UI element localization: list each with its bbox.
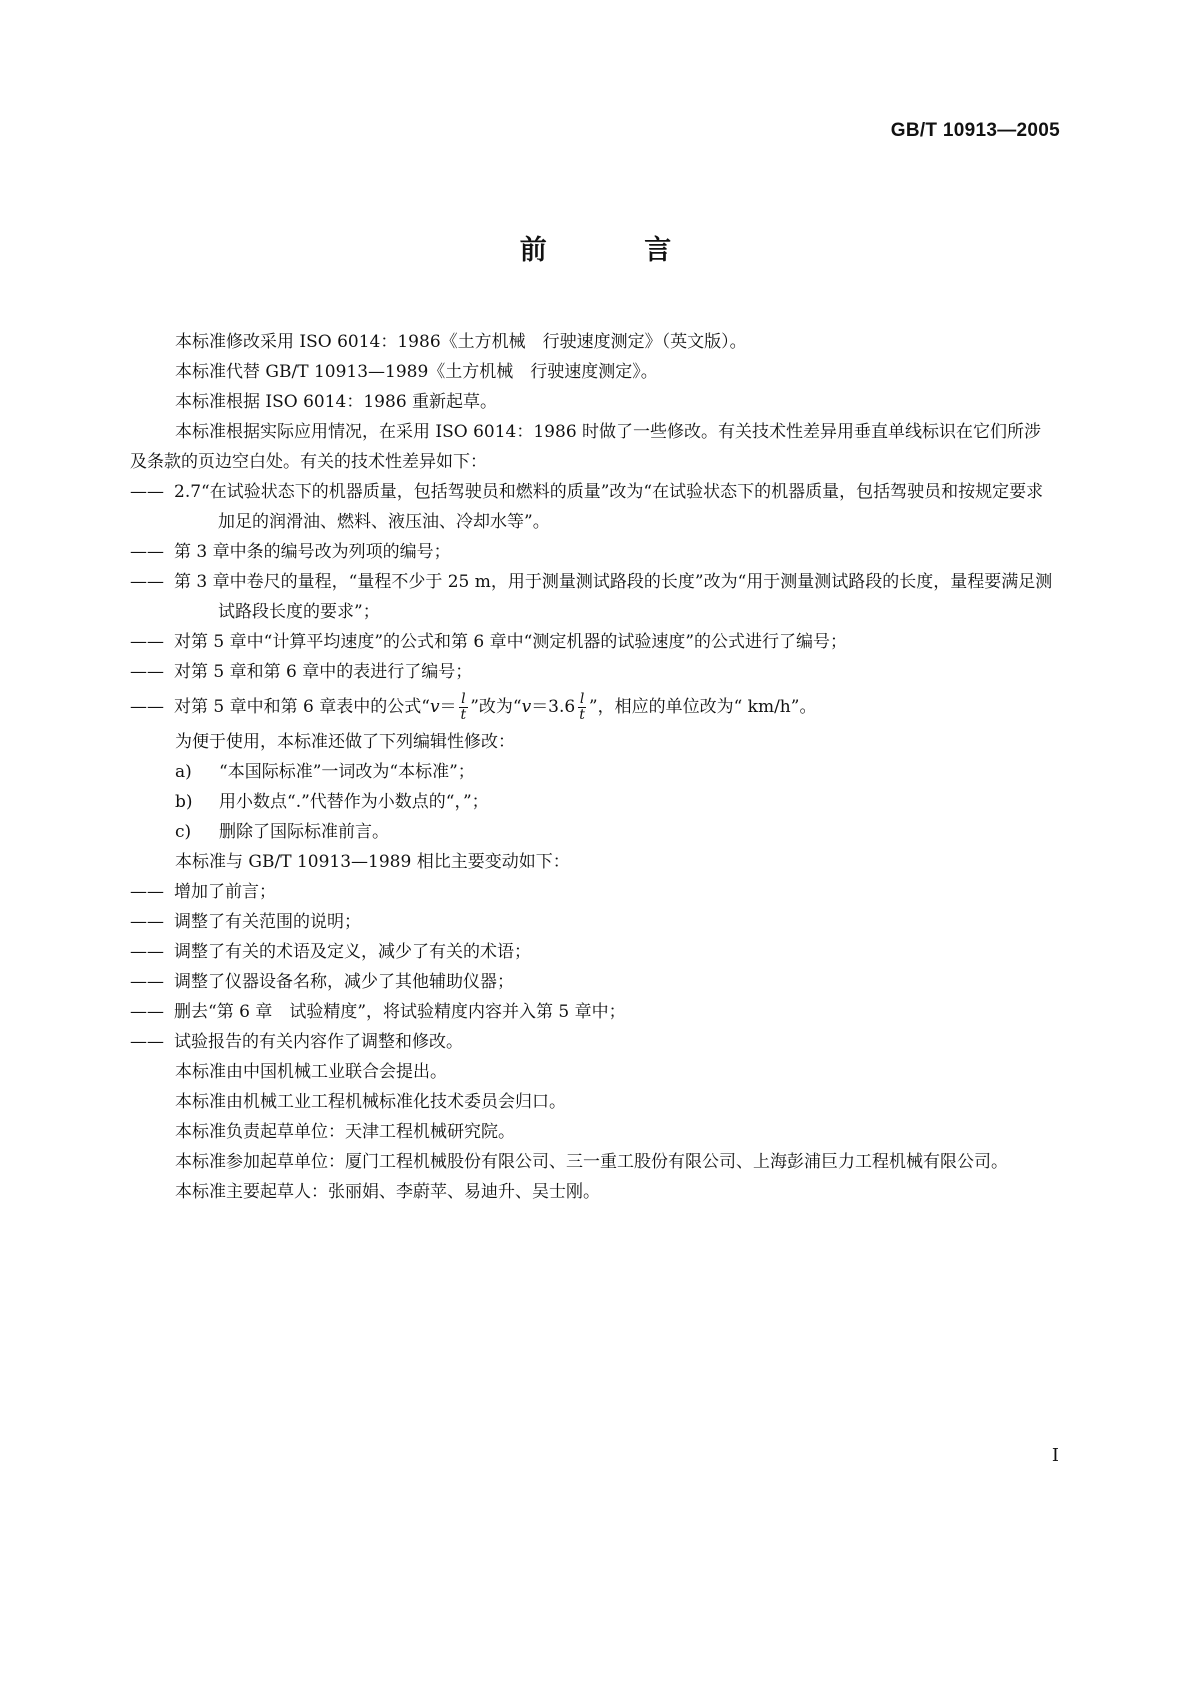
dash-marker: —— — [130, 882, 164, 902]
dash-marker: —— — [130, 972, 164, 992]
dash-marker: —— — [130, 697, 164, 717]
formula-text: ”，相应的单位改为“ km/h”。 — [588, 697, 817, 717]
formula-equals: ＝ — [439, 697, 457, 717]
formula-coefficient: ＝3.6 — [531, 697, 576, 717]
tech-diff-text: 2.7“在试验状态下的机器质量，包括驾驶员和燃料的质量”改为“在试验状态下的机器质量，包括驾驶员和按规定要求加足的润滑油、燃料、液压油、冷却水等”。 — [174, 482, 1044, 532]
list-marker: a) — [175, 762, 192, 782]
tech-diff-formula-item — [130, 687, 1058, 727]
editorial-text: 删除了国际标准前言。 — [219, 822, 389, 842]
editorial-text: “本国际标准”一词改为“本标准”； — [219, 762, 475, 782]
paragraph: 本标准修改采用 ISO 6014：1986《土方机械 行驶速度测定》（英文版）。 — [175, 332, 747, 352]
paragraph: 本标准与 GB/T 10913—1989 相比主要变动如下： — [175, 852, 570, 872]
change-text: 调整了仪器设备名称，减少了其他辅助仪器； — [174, 972, 514, 992]
change-text: 调整了有关的术语及定义，减少了有关的术语； — [174, 942, 531, 962]
list-marker: c) — [175, 822, 192, 842]
tech-diff-text: 第 3 章中卷尺的量程，“量程不少于 25 m，用于测量测试路段的长度”改为“用于测量测试路段的长度，量程要满足测试路段长度的要求”； — [174, 572, 1053, 622]
dash-marker: —— — [130, 632, 164, 652]
tech-diff-item — [130, 567, 1058, 627]
dash-marker: —— — [130, 542, 164, 562]
standard-code: GB/T 10913—2005 — [890, 120, 1060, 141]
dash-marker: —— — [130, 482, 164, 502]
fraction-numerator: l — [579, 691, 585, 707]
paragraph: 本标准参加起草单位：厦门工程机械股份有限公司、三一重工股份有限公司、上海彭浦巨力工程机械有限公司。 — [175, 1152, 1008, 1172]
paragraph: 为便于使用，本标准还做了下列编辑性修改： — [175, 732, 515, 752]
dash-marker: —— — [130, 1002, 164, 1022]
tech-diff-text: 对第 5 章中“计算平均速度”的公式和第 6 章中“测定机器的试验速度”的公式进行了编号； — [174, 632, 848, 652]
paragraph: 本标准由中国机械工业联合会提出。 — [175, 1062, 447, 1082]
list-marker: b) — [175, 792, 193, 812]
change-item — [130, 967, 1058, 997]
paragraph: 本标准主要起草人：张丽娟、李蔚苹、易迪升、吴士刚。 — [175, 1182, 600, 1202]
dash-marker: —— — [130, 572, 164, 592]
paragraph: 本标准代替 GB/T 10913—1989《土方机械 行驶速度测定》。 — [175, 362, 658, 382]
paragraph: 本标准由机械工业工程机械标准化技术委员会归口。 — [175, 1092, 566, 1112]
formula-fraction — [577, 692, 587, 723]
page-title: 前 言 — [519, 235, 716, 266]
formula-variable: v — [429, 697, 440, 717]
editorial-item — [130, 757, 1058, 787]
editorial-item — [130, 787, 1058, 817]
editorial-item — [130, 817, 1058, 847]
tech-diff-item — [130, 537, 1058, 567]
fraction-denominator: t — [579, 707, 585, 723]
formula-fraction — [459, 692, 469, 723]
change-item — [130, 907, 1058, 937]
change-item — [130, 1027, 1058, 1057]
paragraph: 本标准根据实际应用情况，在采用 ISO 6014：1986 时做了一些修改。有关技术性差异用垂直单线标识在它们所涉及条款的页边空白处。有关的技术性差异如下： — [130, 422, 1042, 472]
change-item — [130, 997, 1058, 1027]
tech-diff-item — [130, 627, 1058, 657]
editorial-text: 用小数点“.”代替作为小数点的“，”； — [219, 792, 489, 812]
tech-diff-text: 第 3 章中条的编号改为列项的编号； — [174, 542, 451, 562]
dash-marker: —— — [130, 1032, 164, 1052]
formula-variable: v — [521, 697, 532, 717]
change-text: 调整了有关范围的说明； — [174, 912, 361, 932]
foreword-body — [130, 327, 1058, 1207]
change-item — [130, 877, 1058, 907]
page-number: I — [1051, 1445, 1059, 1466]
change-text: 增加了前言； — [174, 882, 276, 902]
change-text: 试验报告的有关内容作了调整和修改。 — [174, 1032, 463, 1052]
formula-text: 对第 5 章中和第 6 章表中的公式“ — [174, 697, 430, 717]
dash-marker: —— — [130, 662, 164, 682]
tech-diff-text: 对第 5 章和第 6 章中的表进行了编号； — [174, 662, 473, 682]
paragraph: 本标准根据 ISO 6014：1986 重新起草。 — [175, 392, 498, 412]
dash-marker: —— — [130, 912, 164, 932]
change-text: 删去“第 6 章 试验精度”，将试验精度内容并入第 5 章中； — [174, 1002, 626, 1022]
fraction-denominator: t — [460, 707, 467, 723]
tech-diff-item — [130, 477, 1058, 537]
dash-marker: —— — [130, 942, 164, 962]
fraction-numerator: l — [461, 691, 466, 707]
tech-diff-item — [130, 657, 1058, 687]
change-item — [130, 937, 1058, 967]
paragraph: 本标准负责起草单位：天津工程机械研究院。 — [175, 1122, 515, 1142]
formula-text: ”改为“ — [470, 697, 522, 717]
